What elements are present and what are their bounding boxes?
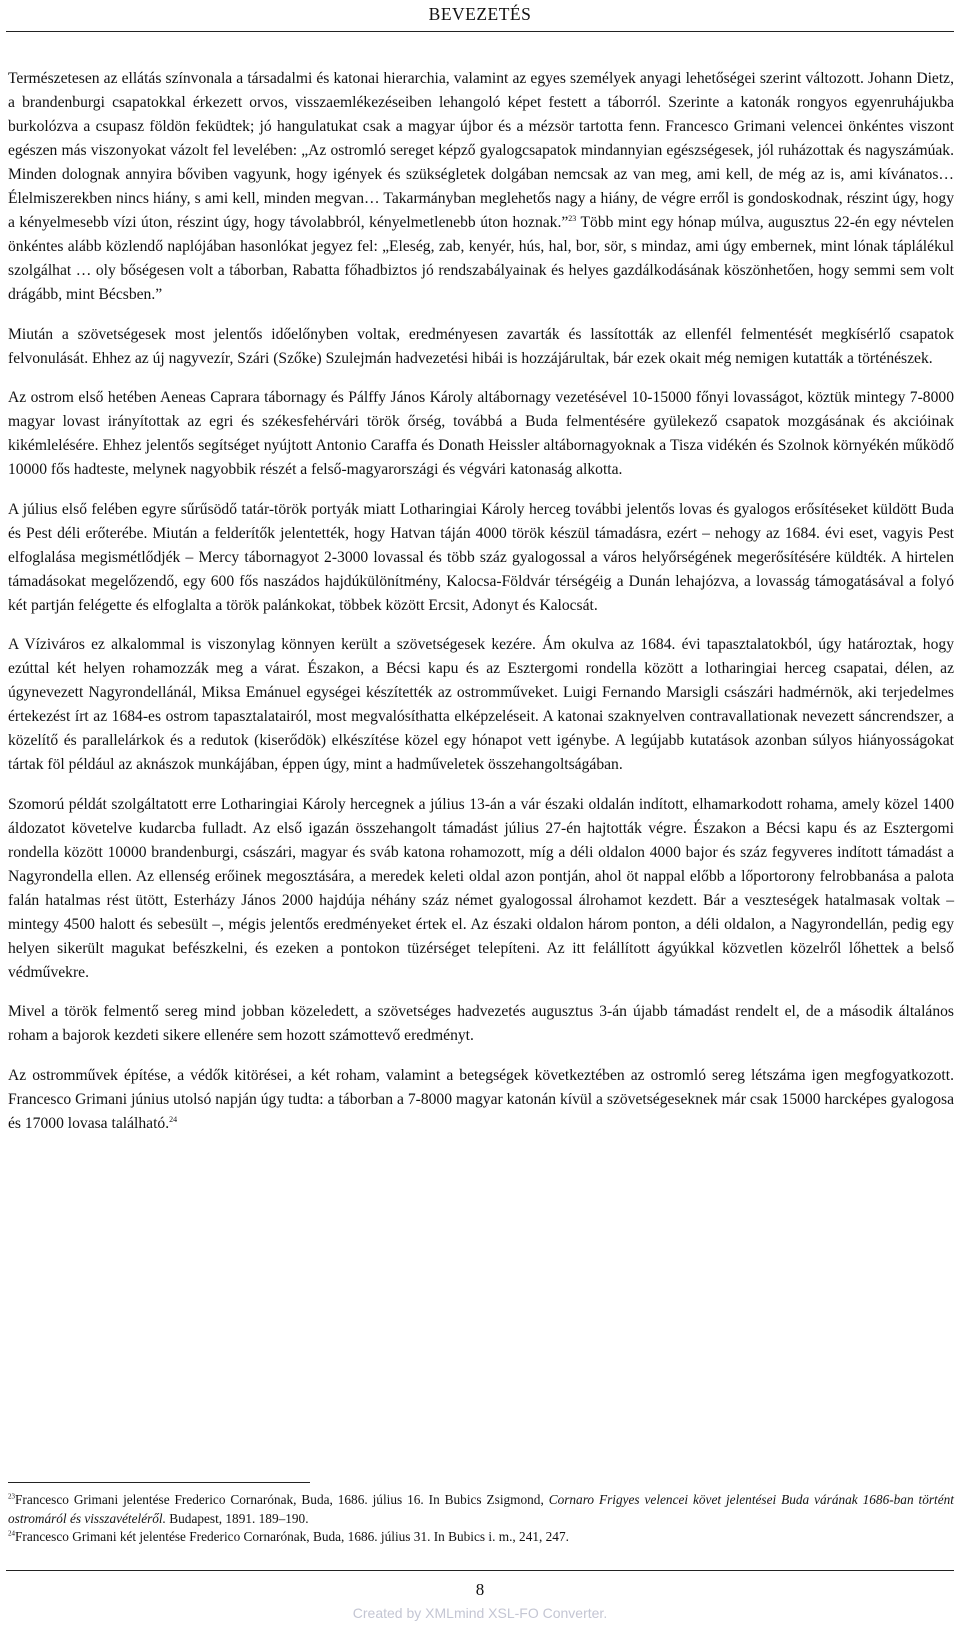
page-number: 8 bbox=[475, 1580, 485, 1599]
paragraph-1-text-a: Természetesen az ellátás színvonala a társadalmi és katonai hierarchia, valamint az egyes személyek anyagi lehetőségei szerint változott. Johann Dietz, a brandenburgi csapatokkal érkezett orvos, visszaemlékezéseiben lehangoló képet festett a táborról. Szerinte a katonák rongyos egyenruhájukba burkolózva a csupasz földön feküdtek; jó hangulatukat csak a magyar újbor és a mézsör tartotta fenn. Francesco Grimani velencei önkéntes viszont egészen más viszonyokat vázolt fel levelében: „Az ostromló sereget képző gyalogcsapatok mindannyian egészségesek, jól ruházottak és nagyszámúak. Minden dolognak annyira bőviben vagyunk, hogy igények és szükségletek dolgában nemcsak az van meg, ami kell, de még az is, ami kívánatos… Élelmiszerekben nincs hiány, s ami kell, minden megvan… Takarmányban meglehetős nagy a hiány, de végre erről is gondoskodnak, részint úgy, hogy a kényelmesebb vízi úton, részint úgy, hogy távolabbról, kényelmetlenebb úton hoznak.” bbox=[8, 70, 954, 231]
converter-watermark: Created by XMLmind XSL-FO Converter. bbox=[352, 1605, 608, 1621]
footnote-number: 24 bbox=[8, 1529, 15, 1538]
paragraph-3: Az ostrom első hetében Aeneas Caprara tábornagy és Pálffy János Károly altábornagy vezetésével 10-15000 főnyi lovasságot, köztük mintegy 7-8000 magyar lovast irányítottak az egri és székesfehérvári török őrség, továbbá a Buda felmentésére gyülekező csapatok mozgásának és akcióinak kikémlelésére. Ehhez jelentős segítséget nyújtott Antonio Caraffa és Donath Heissler altábornagyoknak a Tisza vidékén és Szolnok környékén működő 10000 fős hadteste, melynek nagyobbik részét a felső-magyarországi és végvári katonaság alkotta. bbox=[8, 389, 954, 478]
body-text bbox=[8, 67, 954, 1151]
running-header bbox=[0, 0, 960, 33]
footnote-tail: Budapest, 1891. 189–190. bbox=[165, 1510, 309, 1526]
paragraph-4: A július első felében egyre sűrűsödő tatár-török portyák miatt Lotharingiai Károly herceg további jelentős lovas és gyalogos erősítéseket küldött Buda és Pest déli erőterébe. Miután a felderítők jelentették, hogy Hatvan táján 4000 török készül támadásra, ezért – nehogy az 1684. évi eset, vagyis Pest elfoglalása megismétlődjék – Mercy tábornagyot 2-3000 lovassal és több száz gyalogossal a város helyőrségének megerősítésére küldték. A hirtelen támadásokat megelőzendő, egy 600 fős naszádos hajdúkülönítmény, Kalocsa-Földvár térségéig a Dunán lehajózva, a lovasság támogatásával a folyó két partján felégette és elfoglalta a török palánkokat, többek között Ercsit, Adonyt és Kalocsát. bbox=[8, 500, 954, 614]
footnote-ref-23[interactable]: 23 bbox=[568, 213, 577, 223]
footnote-text: Francesco Grimani két jelentése Frederico Cornarónak, Buda, 1686. július 31. In Bubics i. m., 241, 247. bbox=[15, 1529, 569, 1544]
footnote-number: 23 bbox=[8, 1492, 15, 1501]
paragraph-5: A Víziváros ez alkalommal is viszonylag könnyen került a szövetségesek kezére. Ám okulva az 1684. évi tapasztalatokból, úgy határoztak, hogy ezúttal két helyen rohamozzák meg a várat. Északon, a Bécsi kapu és az Esztergomi rondella között a lotharingiai herceg csapatai, délen, az úgynevezett Nagyrondellánál, Miksa Emánuel egységei készítették az ostromműveket. Luigi Fernando Marsigli császári hadmérnök, aki terjedelmes értekezést írt az 1684-es ostrom tapasztalatairól, most megvalósíthatta elképzeléseit. A katonai szaknyelven contravallationak nevezett sáncrendszer, a közelítő és parallelárkok és a redutok (kiserődök) elkészítése közel egy hónapot vett igénybe. A legújabb kutatások azonban súlyos hiányosságokat tártak föl például az aknászok munkájában, éppen úgy, mint a hadműveletek összehangoltságában. bbox=[8, 636, 954, 773]
paragraph-2: Miután a szövetségesek most jelentős időelőnyben voltak, eredményesen zavarták és lassították az ellenfél felmentését megkísérlő csapatok felvonulását. Ehhez az új nagyvezír, Szári (Szőke) Szulejmán hadvezetési hibái is hozzájárultak, bár ezek okait még nemigen kutatták a történészek. bbox=[8, 325, 954, 367]
footnote-ref-24[interactable]: 24 bbox=[169, 1114, 178, 1124]
header-rule bbox=[6, 31, 954, 32]
paragraph-8-text: Az ostromművek építése, a védők kitörései, a két roham, valamint a betegségek következtében az ostromló sereg létszáma igen megfogyatkozott. Francesco Grimani június utolsó napján úgy tudta: a táborban a 7-8000 magyar katonán kívül a szövetségeseknek már csak 15000 harcképes gyalogosa és 17000 lovasa található. bbox=[8, 1066, 954, 1132]
header-title: BEVEZETÉS bbox=[428, 4, 532, 24]
footnote-title: Cornaro Frigyes velencei követ jelentései Buda várának 1686-ban történt ostromáról és visszavételéről. bbox=[8, 1492, 954, 1526]
paragraph-1 bbox=[8, 67, 954, 307]
footnote-separator bbox=[8, 1482, 310, 1483]
footnote-24 bbox=[8, 1528, 954, 1547]
footnote-23 bbox=[8, 1491, 954, 1528]
paragraph-6: Szomorú példát szolgáltatott erre Lotharingiai Károly hercegnek a július 13-án a vár északi oldalán indított, elhamarkodott rohama, amely közel 1400 áldozatot követelve kudarcba fulladt. Az első igazán összehangolt támadást július 27-én hajtották végre. Északon a Bécsi kapu és az Esztergomi rondella között 10000 brandenburgi, császári, magyar és sváb katona rohamozott, míg a déli oldalon 4000 bajor és száz fegyveres indított támadást a Nagyrondella ellen. Az ellenség erőinek megosztására, a meredek keleti oldal azon pontján, ahol öt nappal előbb a lőportorony felrobbanása a palota falán hatalmas rést ütött, Esterházy János 2000 hajdúja néhány száz német gyalogossal álrohamot kezdett. Bár a veszteségek hatalmasak voltak – mintegy 4500 halott és sebesült –, mégis jelentős eredményeket értek el. Az északi oldalon három ponton, a déli oldalon, a Nagyrondellán, pedig egy helyen sikerült magukat befészkelni, és ezeken a pontokon tüzérséget telepíteni. Az itt felállított ágyúkkal közvetlen közelről lőhettek a belső védművekre. bbox=[8, 795, 954, 981]
paragraph-8 bbox=[8, 1064, 954, 1136]
footnotes bbox=[8, 1491, 954, 1547]
footnote-text: Francesco Grimani jelentése Frederico Cornarónak, Buda, 1686. július 16. In Bubics Zsigmond, bbox=[15, 1492, 549, 1507]
paragraph-1-text-b: Több mint egy hónap múlva, augusztus 22-én egy névtelen önkéntes alább közlendő naplójában hasonlókat jegyez fel: „Eleség, zab, kenyér, hús, hal, bor, sör, s mindaz, ami úgy embernek, mint lónak táplálékul szolgálhat … oly bőségesen volt a táborban, Rabatta főhadbiztos jó rendszabályainak és helyes gazdálkodásának köszönhetően, hogy semmi sem volt drágább, mint Bécsben.” bbox=[8, 214, 954, 303]
paragraph-7: Mivel a török felmentő sereg mind jobban közeledett, a szövetséges hadvezetés augusztus 3-án újabb támadást rendelt el, de a második általános roham a bajorok kezdeti sikere ellenére sem hozott számottevő eredményt. bbox=[8, 1003, 954, 1044]
footer-rule bbox=[6, 1570, 954, 1571]
